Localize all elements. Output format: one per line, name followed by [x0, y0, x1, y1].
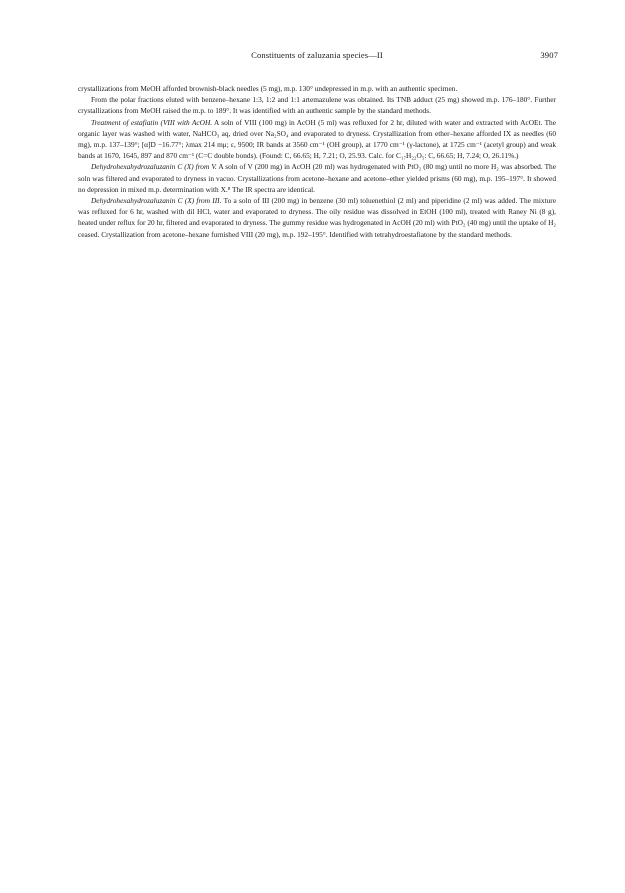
paragraph-artemazulene: [78, 94, 556, 116]
paragraph-text: crystallizations from MeOH afforded brownish-black needles (5 mg), m.p. 130° undepressed in m.p. with an authentic specimen.: [78, 84, 458, 93]
paragraph-text: To a soln of III (200 mg) in benzene (30 ml) toluenethiol (2 ml) and piperidine (2 ml) was added. The mixture was refluxed for 6 hr, washed with dil HCl, water and evaporated to dryness. The oily residue was dissolved in EtOH (100 ml), treated with Raney Ni (8 g), heated under reflux for 20 hr, filtered and evaporated to dryness. The gummy residue was hydrogenated in AcOH (20 ml) with PtO₂ (40 mg) until the uptake of H₂ ceased. Crystallization from acetone–hexane furnished VIII (20 mg), m.p. 192–195°. Identified with tetrahydroestafiatone by the standard methods.: [78, 196, 556, 239]
paragraph-text: A soln of VIII (100 mg) in AcOH (5 ml) was refluxed for 2 hr, diluted with water and extracted with AcOEt. The organic layer was washed with water, NaHCO₃ aq, dried over Na₂SO₄ and evaporated to dryness. Crystallization from ether–hexane afforded IX as needles (60 mg), m.p. 137–139°; [α]D −16.77°; λmax 214 mμ; ε, 9500; IR bands at 3560 cm⁻¹ (OH group), at 1770 cm⁻¹ (γ-lactone), at 1725 cm⁻¹ (acetyl group) and weak bands at 1670, 1645, 897 and 870 cm⁻¹ (C=C double bonds). (Found: C, 66.65; H, 7.21; O, 25.93. Calc. for C₁₇H₂₂O₅: C, 66.65; H, 7.24; O, 26.11%.): [78, 117, 556, 161]
running-head: [78, 50, 556, 66]
journal-page: [78, 50, 556, 240]
section-heading: Treatment of estafiatin (VIII with AcOH.: [91, 117, 213, 127]
paragraph-estafiatin-treatment: [78, 117, 556, 162]
running-title: Constituents of zaluzania species—II: [251, 50, 383, 60]
page-number: 3907: [540, 50, 558, 60]
paragraph-x-from-iii: [78, 195, 556, 240]
paragraph-text: From the polar fractions eluted with benzene–hexane 1:3, 1:2 and 1:1 artemazulene was obtained. Its TNB adduct (25 mg) showed m.p. 176–180°. Further crystallizations from MeOH raised the m.p. to 189°. It was identified with an authentic sample by the standard methods.: [78, 95, 556, 116]
section-heading: Dehydrohexahydrozaluzanin C (X) from V.: [91, 162, 217, 172]
paragraph-text: A soln of V (200 mg) in AcOH (20 ml) was hydrogenated with PtO₂ (80 mg) until no more H₂ was absorbed. The soln was filtered and evaporated to dryness in vacuo. Crystallizations from acetone–hexane and acetone–ether yielded prisms (60 mg), m.p. 195–197°. It showed no depression in mixed m.p. determination with X.⁸ The IR spectra are identical.: [78, 162, 556, 194]
section-heading: Dehydrohexahydrozaluzanin C (X) from III.: [91, 196, 222, 206]
paragraph-x-from-v: [78, 161, 556, 195]
paragraph-continuation: [78, 83, 556, 94]
article-body: [78, 83, 556, 240]
